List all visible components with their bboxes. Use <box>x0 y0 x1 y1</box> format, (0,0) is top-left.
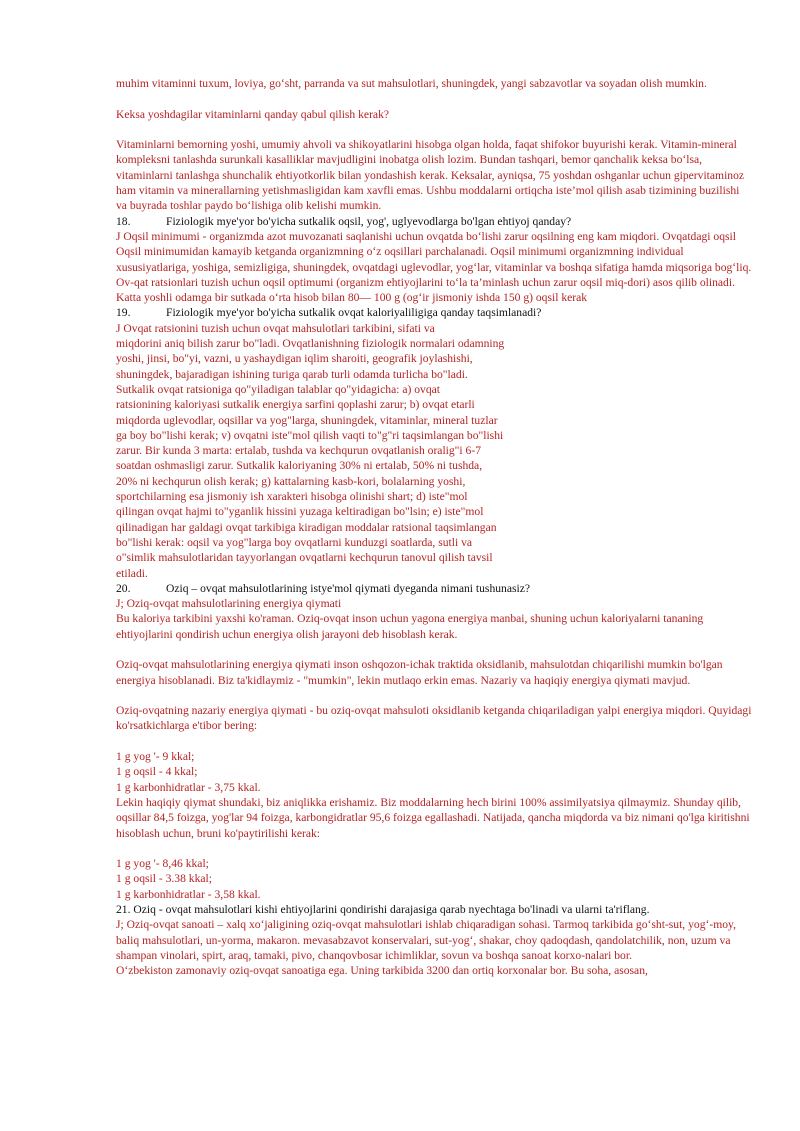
text-paragraph: Oziq-ovqat mahsulotlarining energiya qiymati inson oshqozon-ichak traktida oksidlanib, mahsulotdan chiqarilishi mumkin bo'lgan energiya hisoblanadi. Biz ta'kidlaymiz - "mumkin", lekin mutlaqo erkin emas. Nazariy va haqiqiy energiya qiymati mavjud. <box>116 658 723 687</box>
question-number: 18. <box>116 214 131 228</box>
answer-line: bo"lishi kerak: oqsil va yog"larga boy ovqatlarni kunduzgi soatlarda, sutli va <box>116 535 473 549</box>
text-paragraph: 1 g karbonhidratlar - 3,58 kkal. <box>116 887 261 901</box>
text-paragraph: J; Oziq-ovqat mahsulotlarining energiya qiymati <box>116 597 342 611</box>
answer-line: etiladi. <box>116 566 148 580</box>
paragraph-spacer <box>116 734 752 749</box>
answer-line: Sutkalik ovqat ratsioniga qo"yiladigan talablar qo"yidagicha: a) ovqat <box>116 382 441 396</box>
document-page <box>116 76 752 979</box>
answer-line: ratsionining kaloriyasi sutkalik energiya sarfini qoplashi zarur; b) ovqat etarli <box>116 398 475 412</box>
question-heading <box>116 214 752 229</box>
answer-line: miqdorda uglevodlar, oqsillar va yog"larga, shuningdek, vitaminlar, mineral tuzlar <box>116 413 498 427</box>
question-text: Fiziologik mye'yor bo'yicha sutkalik oqsil, yog', uglyevodlarga bo'lgan ehtiyoj qanday? <box>166 214 572 228</box>
answer-line: o"simlik mahsulotlaridan tayyorlangan ovqatlarni kechqurun tanovul qilish tavsil <box>116 551 493 565</box>
answer-line: soatdan oshmasligi zarur. Sutkalik kaloriyaning 30% ni ertalab, 50% ni tushda, <box>116 459 483 473</box>
answer-line: qilingan ovqat hajmi to"yganlik hissini yuzaga keltiradigan bo"lsin; e) iste"mol <box>116 505 484 519</box>
question-text: Oziq – ovqat mahsulotlarining istye'mol qiymati dyeganda nimani tushunasiz? <box>166 581 531 595</box>
answer-line: ga boy bo"lishi kerak; v) ovqatni iste"mol qilish vaqti to"g"ri taqsimlangan bo"lishi <box>116 428 504 442</box>
question-heading <box>116 581 752 596</box>
answer-line: shuningdek, bajaradigan ishining turiga qarab turli odamda turlicha bo"ladi. <box>116 367 468 381</box>
question-heading: 21. Oziq - ovqat mahsulotlari kishi ehtiyojlarini qondirishi darajasiga qarab nyechtaga bo'linadi va ularni ta'riflang. <box>116 903 650 917</box>
answer-line: J Ovqat ratsionini tuzish uchun ovqat mahsulotlari tarkibini, sifati va <box>116 321 435 335</box>
answer-paragraph <box>116 321 568 581</box>
paragraph-spacer <box>116 91 752 106</box>
question-number: 19. <box>116 306 131 320</box>
text-paragraph: O‘zbekiston zamonaviy oziq-ovqat sanoatiga ega. Uning tarkibida 3200 dan ortiq korxonalar bor. Bu soha, asosan, <box>116 964 648 978</box>
text-paragraph: 1 g oqsil - 3.38 kkal; <box>116 872 212 886</box>
paragraph-spacer <box>116 122 752 137</box>
answer-line: miqdorini aniq bilish zarur bo"ladi. Ovqatlanishning fiziologik normalari odamning <box>116 337 505 351</box>
answer-line: qilinadigan har galdagi ovqat tarkibiga kiradigan moddalar ratsional taqsimlangan <box>116 520 497 534</box>
question-number: 20. <box>116 581 131 595</box>
answer-line: yoshi, jinsi, bo"yi, vazni, u yashaydigan iqlim sharoiti, geografik joylashishi, <box>116 352 473 366</box>
text-paragraph: J; Oziq-ovqat sanoati – xalq xo‘jaligining oziq-ovqat mahsulotlari ishlab chiqaradigan sohasi. Tarmoq tarkibida go‘sht-sut, yog‘-moy, baliq mahsulotlari, un-yorma, makaron. mevasabzavot konservalari, sut-yog‘, shakar, choy qadoqdash, qandolatchilik, non, uzum va shampan vinolari, spirt, araq, tamaki, pivo, chanqovbosar ichimliklar, sovun va boshqa sanoat korxo-nalari bor. <box>116 918 736 962</box>
question-heading <box>116 305 752 320</box>
text-paragraph: 1 g karbonhidratlar - 3,75 kkal. <box>116 780 261 794</box>
text-paragraph: J Oqsil minimumi - organizmda azot muvozanati saqlanishi uchun ovqatda bo‘lishi zarur oqsilning eng kam miqdori. Ovqatdagi oqsil Oqsil minimumidan kamayib ketganda organizmning o‘z oqsillari parchalanadi. Oqsil minimumi organizmning individual xususiyatlariga, yoshiga, semizligiga, shuningdek, ovqatdagi uglevodlar, yog‘lar, vitaminlar va boshqa sifatiga hamda miqsoriga bog‘liq. Ov-qat ratsionlari tuzish uchun oqsil optimumi (organizm ehtiyojlarini to‘la ta’minlash uchun zarur oqsil miq-dori) asos qilib olinadi. Katta yoshli odamga bir sutkada o‘rta hisob bilan 80— 100 g (og‘ir jismoniy ishda 150 g) oqsil kerak <box>116 229 752 305</box>
text-paragraph: 1 g oqsil - 4 kkal; <box>116 765 198 779</box>
paragraph-spacer <box>116 688 752 703</box>
answer-line: sportchilarning esa jismoniy ish xarakteri hisobga olinishi shart; d) iste"mol <box>116 490 468 504</box>
text-paragraph: 1 g yog '- 9 kkal; <box>116 750 195 764</box>
text-paragraph: 1 g yog '- 8,46 kkal; <box>116 857 209 871</box>
paragraph-spacer <box>116 841 752 856</box>
text-paragraph: Keksa yoshdagilar vitaminlarni qanday qabul qilish kerak? <box>116 107 390 121</box>
text-paragraph: Lekin haqiqiy qiymat shundaki, biz aniqlikka erishamiz. Biz moddalarning hech birini 100% assimilyatsiya qilmaymiz. Shunday qilib, oqsillar 84,5 foizga, yog'lar 94 foizga, karbongidratlar 95,6 foizga egallashadi. Natijada, qancha miqdorda va biz nimani qo'lga kiritishni hisoblash uchun, bruni ko'paytirilishi kerak: <box>116 795 750 840</box>
text-paragraph: Vitaminlarni bemorning yoshi, umumiy ahvoli va shikoyatlarini hisobga olgan holda, faqat shifokor buyurishi kerak. Vitamin-mineral kompleksni tanlashda surunkali kasalliklar mavjudligini inobatga olish lozim. Bundan tashqari, bemor qanchalik keksa bo‘lsa, vitaminlarni tanlashga shunchalik ehtiyotkorlik bilan yondashish kerak. Keksalar, ayniqsa, 75 yoshdan oshganlar uchun gipervitaminoz ham vitamin va minerallarning yetishmasligidan kam xavfli emas. Ushbu moddalarni ortiqcha iste’mol qilish asab tizimining buzilishi va buyrada toshlar paydo bo‘lishiga olib kelishi mumkin. <box>116 138 745 213</box>
question-text: Fiziologik mye'yor bo'yicha sutkalik ovqat kaloriyaliligiga qanday taqsimlanadi? <box>166 306 542 320</box>
text-paragraph: Oziq-ovqatning nazariy energiya qiymati - bu oziq-ovqat mahsuloti oksidlanib ketganda chiqariladigan yalpi energiya miqdori. Quyidagi ko'rsatkichlarga e'tibor bering: <box>116 704 752 733</box>
text-paragraph: muhim vitaminni tuxum, loviya, go‘sht, parranda va sut mahsulotlari, shuningdek, yangi sabzavotlar va soyadan olish mumkin. <box>116 77 707 90</box>
answer-line: zarur. Bir kunda 3 marta: ertalab, tushda va kechqurun ovqatlanish oralig"i 6-7 <box>116 444 481 458</box>
answer-line: 20% ni kechqurun olish kerak; g) kattalarning kasb-kori, bolalarning yoshi, <box>116 474 466 488</box>
text-paragraph: Bu kaloriya tarkibini yaxshi ko'raman. Oziq-ovqat inson uchun yagona energiya manbai, shuning uchun kaloriyalarni tananing ehtiyojlarini qondirish uchun energiya olish jarayoni deb hisoblash kerak. <box>116 612 704 641</box>
paragraph-spacer <box>116 642 752 657</box>
